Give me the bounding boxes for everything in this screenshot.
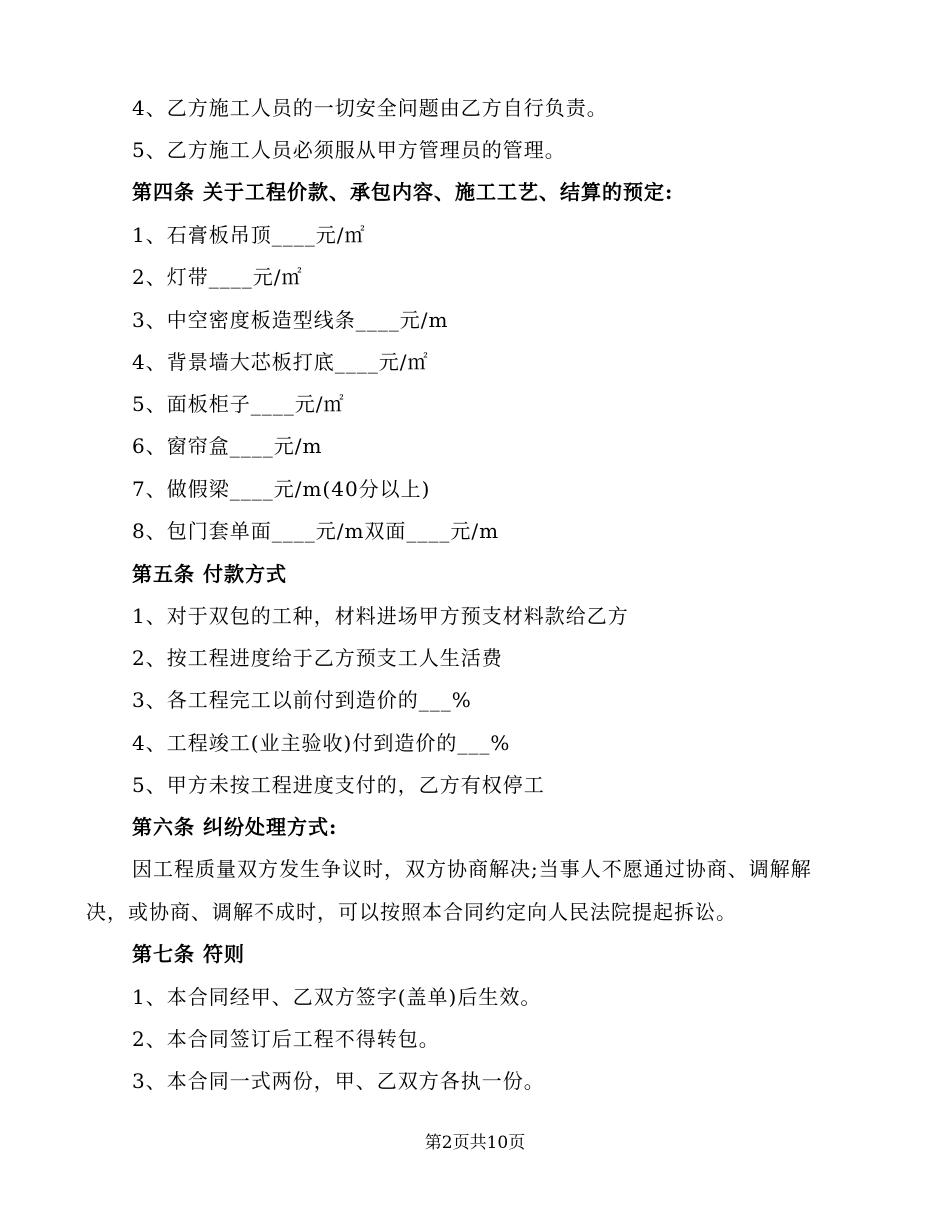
article-6-paragraph-line-2: 决，或协商、调解不成时，可以按照本合同约定向人民法院提起拆讼。 <box>86 900 737 924</box>
article-7-heading: 第七条 符则 <box>132 942 245 966</box>
article-4-item-3: 3、中空密度板造型线条____元/m <box>132 308 449 332</box>
article-7-item-3: 3、本合同一式两份，甲、乙双方各执一份。 <box>132 1069 545 1093</box>
page-number-footer: 第2页共10页 <box>424 1133 526 1153</box>
article-4-item-8: 8、包门套单面____元/m双面____元/m <box>132 519 500 543</box>
article-6-paragraph-line-1: 因工程质量双方发生争议时，双方协商解决;当事人不愿通过协商、调解解 <box>132 857 812 881</box>
article-5-item-3: 3、各工程完工以前付到造价的___% <box>132 688 472 712</box>
clause-3-item-5: 5、乙方施工人员必须服从甲方管理员的管理。 <box>132 138 566 162</box>
article-7-item-2: 2、本合同签订后工程不得转包。 <box>132 1027 440 1051</box>
article-4-heading: 第四条 关于工程价款、承包内容、施工工艺、结算的预定: <box>132 180 674 204</box>
article-4-item-7: 7、做假梁____元/m(40分以上) <box>132 477 431 501</box>
article-5-item-2: 2、按工程进度给于乙方预支工人生活费 <box>132 646 503 670</box>
article-4-item-1: 1、石膏板吊顶____元/㎡ <box>132 223 366 247</box>
article-4-item-5: 5、面板柜子____元/㎡ <box>132 392 345 416</box>
article-4-item-2: 2、灯带____元/㎡ <box>132 265 303 289</box>
article-5-item-1: 1、对于双包的工种，材料进场甲方预支材料款给乙方 <box>132 604 629 628</box>
article-5-heading: 第五条 付款方式 <box>132 562 287 586</box>
article-4-item-4: 4、背景墙大芯板打底____元/㎡ <box>132 350 429 374</box>
article-6-heading: 第六条 纠纷处理方式: <box>132 815 338 839</box>
article-5-item-5: 5、甲方未按工程进度支付的，乙方有权停工 <box>132 773 545 797</box>
article-7-item-1: 1、本合同经甲、乙双方签字(盖单)后生效。 <box>132 985 542 1009</box>
article-4-item-6: 6、窗帘盒____元/m <box>132 434 323 458</box>
clause-3-item-4: 4、乙方施工人员的一切安全问题由乙方自行负责。 <box>132 96 608 120</box>
article-5-item-4: 4、工程竣工(业主验收)付到造价的___% <box>132 731 511 755</box>
